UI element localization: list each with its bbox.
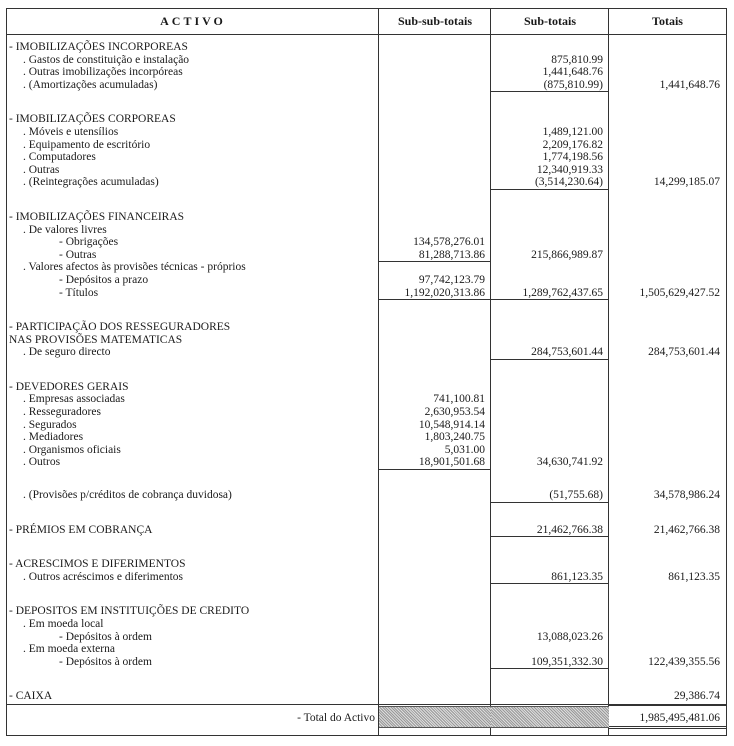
sub-total-cell [491, 381, 609, 394]
table-row [7, 381, 726, 394]
section [7, 558, 726, 583]
row-label: - IMOBILIZAÇÕES CORPOREAS [9, 113, 176, 126]
table-row [7, 444, 726, 457]
row-label: . (Reintegrações acumuladas) [23, 176, 159, 189]
sub-sub-total-cell: 10,548,914.14 [418, 418, 485, 431]
row-label: . Empresas associadas [23, 393, 125, 406]
sub-total-cell [491, 393, 609, 406]
table-row [7, 643, 726, 656]
section [7, 41, 726, 91]
total-cell [609, 643, 726, 656]
row-label: - DEPOSITOS EM INSTITUIÇÕES DE CREDITO [9, 605, 250, 618]
row-label: . Mediadores [23, 431, 84, 444]
sub-total-cell [491, 224, 609, 237]
sub-sub-total-cell [379, 54, 491, 67]
sub-sub-total-cell [379, 261, 491, 274]
total-cell: 1,505,629,427.52 [639, 286, 720, 299]
row-label: . Em moeda local [23, 618, 104, 630]
total-cell: 284,753,601.44 [648, 346, 720, 359]
table-row [7, 618, 726, 631]
sub-sub-total-cell [379, 524, 491, 538]
sub-total-cell: 215,866,989.87 [531, 248, 603, 261]
table-row [7, 249, 726, 262]
total-cell [609, 54, 726, 67]
sub-total-cell: 1,774,198.56 [542, 151, 603, 164]
total-row [7, 704, 726, 729]
sub-total-cell [491, 334, 609, 347]
row-label: . Em moeda externa [23, 643, 115, 656]
row-label: . Outros acréscimos e diferimentos [23, 570, 183, 583]
total-cell [609, 164, 726, 177]
sub-total-cell [491, 690, 609, 703]
sub-total-cell: 284,753,601.44 [491, 346, 609, 360]
sub-total-cell: 875,810.99 [551, 53, 603, 66]
table-row [7, 113, 726, 126]
total-cell: 122,439,355.56 [648, 655, 720, 668]
section [7, 113, 726, 189]
table-row [7, 431, 726, 444]
row-label: . Valores afectos às provisões técnicas - próprios [23, 261, 246, 274]
sub-sub-total-cell [379, 334, 491, 347]
hatched-cell [491, 706, 609, 728]
total-cell [609, 456, 726, 470]
sub-sub-total-cell [379, 126, 491, 139]
total-cell [609, 41, 726, 54]
sub-sub-total-cell [379, 489, 491, 503]
sub-total-cell [491, 558, 609, 571]
sub-total-cell: 1,289,762,437.65 [491, 287, 609, 301]
sub-total-cell: 861,123.35 [491, 571, 609, 585]
sub-sub-total-cell: 1,803,240.75 [424, 431, 485, 444]
section [7, 524, 726, 537]
table-row [7, 631, 726, 644]
sub-sub-total-cell [379, 690, 491, 703]
row-label: - IMOBILIZAÇÕES FINANCEIRAS [9, 210, 185, 223]
table-row [7, 571, 726, 584]
row-label: . Outras [23, 163, 60, 176]
table-body [7, 41, 726, 725]
total-cell: 1,441,648.76 [659, 78, 720, 91]
row-label: NAS PROVISÕES MATEMATICAS [9, 333, 183, 346]
sub-total-cell: 1,489,121.00 [542, 125, 603, 138]
row-label: . (Provisões p/créditos de cobrança duvidosa) [23, 489, 232, 502]
sub-sub-total-cell [379, 643, 491, 656]
row-label: - Depósitos a prazo [59, 273, 149, 286]
table-row [7, 66, 726, 79]
sub-total-cell [491, 236, 609, 249]
table-row [7, 126, 726, 139]
total-cell: 29,386.74 [674, 690, 720, 703]
sub-sub-total-cell [379, 224, 491, 237]
table-row [7, 489, 726, 502]
row-label: - Depósitos à ordem [59, 655, 152, 668]
sub-sub-total-cell [379, 151, 491, 164]
table-row [7, 456, 726, 469]
row-label: - DEVEDORES GERAIS [9, 380, 129, 393]
sub-total-cell [491, 41, 609, 54]
sub-sub-total-cell: 5,031.00 [444, 443, 485, 456]
total-cell: 14,299,185.07 [653, 176, 720, 189]
sub-sub-total-cell [379, 631, 491, 644]
sub-sub-total-cell [379, 176, 491, 190]
row-label: . Computadores [23, 151, 96, 164]
table-row [7, 176, 726, 189]
sub-total-cell [491, 406, 609, 419]
total-cell [609, 249, 726, 263]
table-row [7, 139, 726, 152]
header-sub-sub-totais: Sub-sub-totais [397, 14, 473, 28]
sub-total-cell [491, 211, 609, 224]
sub-sub-total-cell [379, 381, 491, 394]
table-row [7, 393, 726, 406]
table-row [7, 41, 726, 54]
sub-total-cell [491, 618, 609, 631]
sub-sub-total-cell: 18,901,501.68 [379, 456, 491, 470]
row-label: - Obrigações [59, 236, 119, 249]
total-cell [609, 444, 726, 457]
table-row [7, 406, 726, 419]
row-label: - Outras [59, 248, 97, 261]
sub-total-cell: 13,088,023.26 [536, 630, 603, 643]
total-cell [609, 151, 726, 164]
total-cell [609, 261, 726, 274]
total-cell [609, 224, 726, 237]
row-label: . De valores livres [23, 223, 107, 236]
row-label: . Gastos de constituição e instalação [23, 53, 190, 66]
total-cell [609, 381, 726, 394]
sub-sub-total-cell [379, 211, 491, 224]
row-label: . Outros [23, 456, 61, 469]
sub-sub-total-cell [379, 321, 491, 334]
sub-total-cell [491, 113, 609, 126]
row-label: . Resseguradores [23, 406, 101, 419]
sub-total-cell: 1,441,648.76 [542, 66, 603, 79]
sub-sub-total-cell [379, 139, 491, 152]
table-row [7, 79, 726, 92]
table-row [7, 346, 726, 359]
table-row [7, 287, 726, 300]
sub-total-cell [491, 261, 609, 274]
sub-total-cell: 34,630,741.92 [536, 456, 603, 469]
sub-total-cell: (51,755.68) [491, 489, 609, 503]
row-label: - IMOBILIZAÇÕES INCORPOREAS [9, 41, 188, 53]
total-cell: 861,123.35 [668, 570, 720, 583]
table-row [7, 656, 726, 669]
row-label: . (Amortizações acumuladas) [23, 78, 158, 91]
section [7, 321, 726, 359]
sub-sub-total-cell [379, 571, 491, 585]
sub-total-cell: 109,351,332.30 [491, 656, 609, 670]
sub-total-cell: (875,810.99) [491, 79, 609, 93]
total-cell [609, 334, 726, 347]
activo-table [6, 8, 727, 736]
row-label: . Equipamento de escritório [23, 138, 151, 151]
sub-sub-total-cell: 97,742,123.79 [418, 273, 485, 286]
table-row [7, 558, 726, 571]
total-cell [609, 274, 726, 287]
row-label: . Móveis e utensílios [23, 125, 119, 138]
sub-sub-total-cell [379, 66, 491, 79]
table-row [7, 334, 726, 347]
row-label: . Segurados [23, 418, 77, 431]
table-row [7, 236, 726, 249]
hatched-cell [379, 706, 491, 728]
sub-total-cell [491, 419, 609, 432]
total-cell [609, 321, 726, 334]
total-cell [609, 66, 726, 79]
total-cell: 21,462,766.38 [653, 523, 720, 536]
sub-total-cell: 21,462,766.38 [491, 524, 609, 538]
row-label: . Organismos oficiais [23, 443, 121, 456]
total-cell [609, 236, 726, 249]
sub-sub-total-cell [379, 79, 491, 93]
total-cell: 34,578,986.24 [653, 489, 720, 502]
sub-sub-total-cell: 1,192,020,313.86 [379, 287, 491, 301]
row-label: . Outras imobilizações incorpóreas [23, 66, 183, 79]
total-cell [609, 113, 726, 126]
sub-sub-total-cell [379, 113, 491, 126]
total-cell [609, 558, 726, 571]
sub-sub-total-cell: 134,578,276.01 [413, 236, 485, 249]
sub-total-cell [491, 431, 609, 444]
sub-sub-total-cell [379, 346, 491, 360]
section [7, 605, 726, 668]
row-label: - Depósitos à ordem [59, 630, 152, 643]
section [7, 211, 726, 299]
table-row [7, 54, 726, 67]
sub-sub-total-cell: 81,288,713.86 [379, 249, 491, 263]
table-row [7, 321, 726, 334]
sub-sub-total-cell [379, 558, 491, 571]
table-row [7, 605, 726, 618]
section [7, 381, 726, 502]
table-header [7, 9, 726, 35]
sub-sub-total-cell: 2,630,953.54 [424, 406, 485, 419]
table-row [7, 224, 726, 237]
row-label: - ACRESCIMOS E DIFERIMENTOS [9, 558, 186, 571]
table-row [7, 151, 726, 164]
total-cell [609, 406, 726, 419]
row-label: - CAIXA [9, 690, 53, 703]
sub-sub-total-cell: 741,100.81 [433, 393, 485, 406]
sub-sub-total-cell [379, 41, 491, 54]
total-cell [609, 126, 726, 139]
sub-total-cell [491, 643, 609, 656]
total-cell [609, 631, 726, 644]
table-row [7, 261, 726, 274]
sub-total-cell [491, 321, 609, 334]
sub-total-cell [491, 444, 609, 457]
total-cell [609, 139, 726, 152]
row-label: - PARTICIPAÇÃO DOS RESSEGURADORES [9, 321, 231, 334]
row-label: . De seguro directo [23, 346, 111, 359]
sub-sub-total-cell [379, 164, 491, 177]
table-row [7, 211, 726, 224]
sub-sub-total-cell [379, 656, 491, 670]
table-row [7, 419, 726, 432]
sub-sub-total-cell [379, 618, 491, 631]
row-label: - PRÉMIOS EM COBRANÇA [9, 523, 153, 536]
table-row [7, 690, 726, 703]
header-activo: ACTIVO [160, 14, 226, 28]
sub-total-cell: (3,514,230.64) [491, 176, 609, 190]
sub-total-cell [491, 274, 609, 287]
total-cell [609, 618, 726, 631]
header-sub-totais: Sub-totais [523, 14, 576, 28]
total-cell [609, 431, 726, 444]
table-row [7, 524, 726, 537]
section [7, 690, 726, 703]
total-cell [609, 419, 726, 432]
sub-total-cell: 2,209,176.82 [542, 138, 603, 151]
total-cell [609, 605, 726, 618]
sub-total-cell [491, 605, 609, 618]
header-totais: Totais [652, 14, 683, 28]
row-label: - Títulos [59, 286, 99, 299]
sub-total-cell: 12,340,919.33 [536, 163, 603, 176]
table-row [7, 164, 726, 177]
total-cell [609, 393, 726, 406]
total-value: 1,985,495,481.06 [609, 705, 726, 729]
total-label: - Total do Activo [297, 712, 375, 724]
table-row [7, 274, 726, 287]
total-cell [609, 211, 726, 224]
sub-sub-total-cell [379, 605, 491, 618]
